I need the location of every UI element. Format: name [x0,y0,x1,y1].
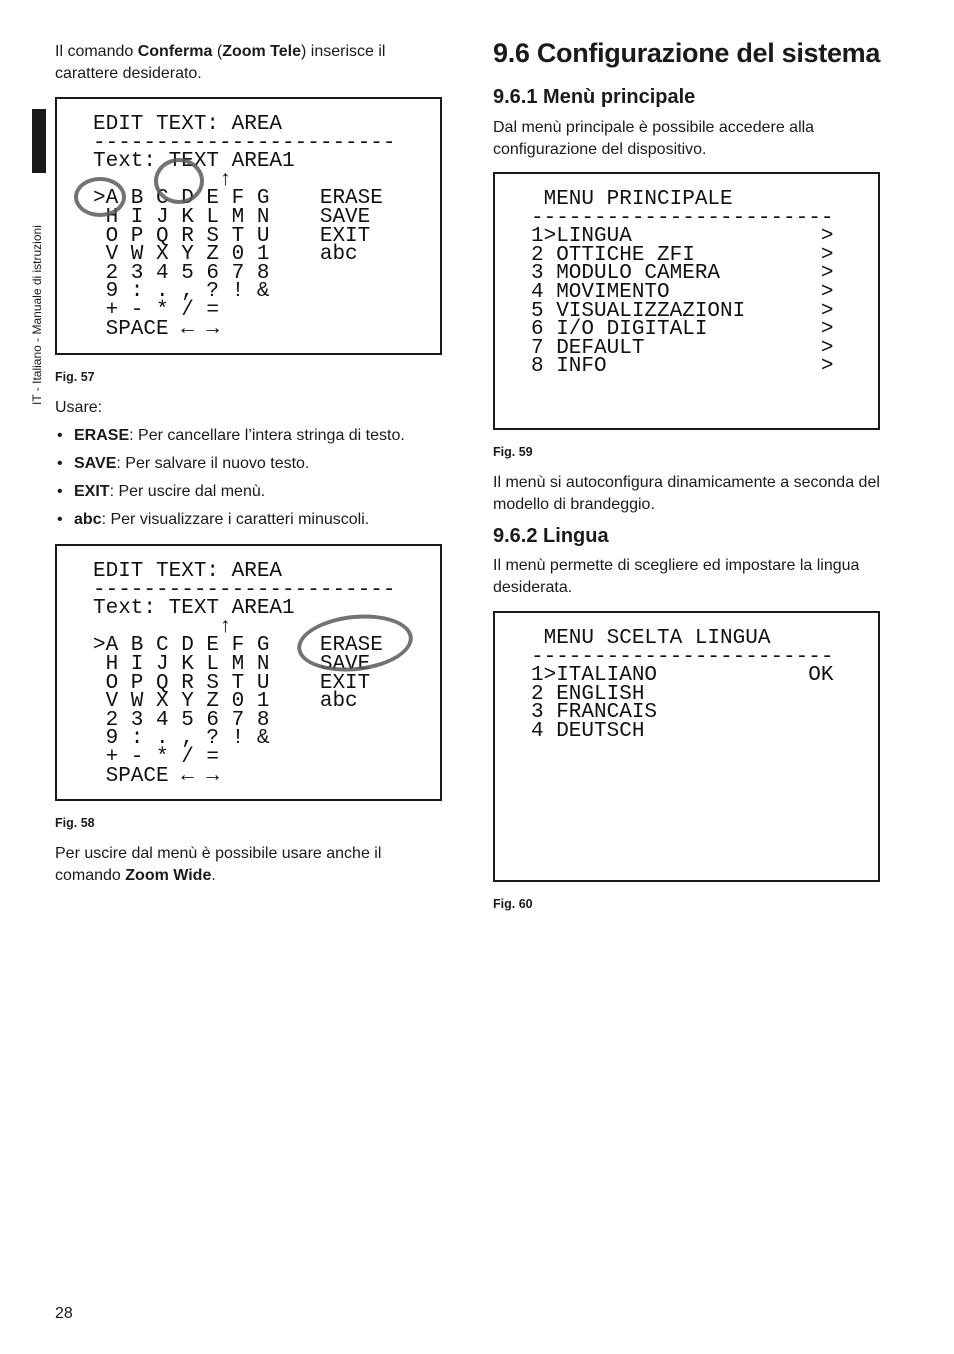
page-number: 28 [55,1305,73,1322]
fig60-caption: Fig. 60 [493,897,533,911]
fig57-screen [55,97,442,355]
fig59-osd-text: MENU PRINCIPALE ------------------------ 1>LINGUA > 2 OTTICHE ZFI > 3 MODULO CAMERA > 4 MOVIMENTO > 5 VISUALIZZAZIONI > 6 I/O DIGITALI > 7 DEFAULT > 8 INFO > [531,188,834,379]
list-item: • abc: Per visualizzare i caratteri minuscoli. [55,506,445,534]
subsection-title-language: 9.6.2 Lingua [493,525,609,547]
fig59-screen [493,172,880,430]
fig59-caption: Fig. 59 [493,445,533,459]
side-label: IT - Italiano - Manuale di istruzioni [30,225,44,405]
subsection-title-main-menu: 9.6.1 Menù principale [493,86,696,108]
fig60-osd-text: MENU SCELTA LINGUA ------------------------ 1>ITALIANO OK 2 ENGLISH 3 FRANCAIS 4 DEUTSCH [531,627,834,743]
main-menu-description: Dal menù principale è possibile accedere alla configurazione del dispositivo. [493,119,815,158]
highlight-circle-arrow [154,158,204,204]
intro-paragraph: Il comando Conferma (Zoom Tele) inserisce il carattere desiderato. [55,43,386,82]
fig57-osd-text: EDIT TEXT: AREA ------------------------ Text: TEXT AREA1 ↑ >A B C D E F G ERASE H I J K L M N SAVE O P Q R S T U EXIT V W X Y Z 0 1 abc 2 3 4 5 6 7 8 9 : . , ? ! & + - * / = SPACE ← → [93,113,396,341]
autoconfig-note: Il menù si autoconfigura dinamicamente a seconda del modello di brandeggio. [493,474,880,513]
usage-label: Usare: [55,399,103,416]
usage-list [55,422,445,534]
list-item: • SAVE: Per salvare il nuovo testo. [55,450,445,478]
fig58-osd-text: EDIT TEXT: AREA ------------------------ Text: TEXT AREA1 ↑ >A B C D E F G ERASE H I J K L M N SAVE O P Q R S T U EXIT V W X Y Z 0 1 abc 2 3 4 5 6 7 8 9 : . , ? ! & + - * / = SPACE ← → [93,560,396,788]
exit-paragraph: Per uscire dal menù è possibile usare anche il comando Zoom Wide. [55,845,382,884]
fig60-screen [493,611,880,882]
section-title: 9.6 Configurazione del sistema [493,38,881,68]
fig58-caption: Fig. 58 [55,816,95,830]
language-description: Il menù permette di scegliere ed impostare la lingua desiderata. [493,557,860,596]
highlight-circle-cursor [74,177,126,217]
fig57-caption: Fig. 57 [55,370,95,384]
list-item: • ERASE: Per cancellare l’intera stringa di testo. [55,422,445,450]
list-item: • EXIT: Per uscire dal menù. [55,478,445,506]
fig58-screen [55,544,442,801]
